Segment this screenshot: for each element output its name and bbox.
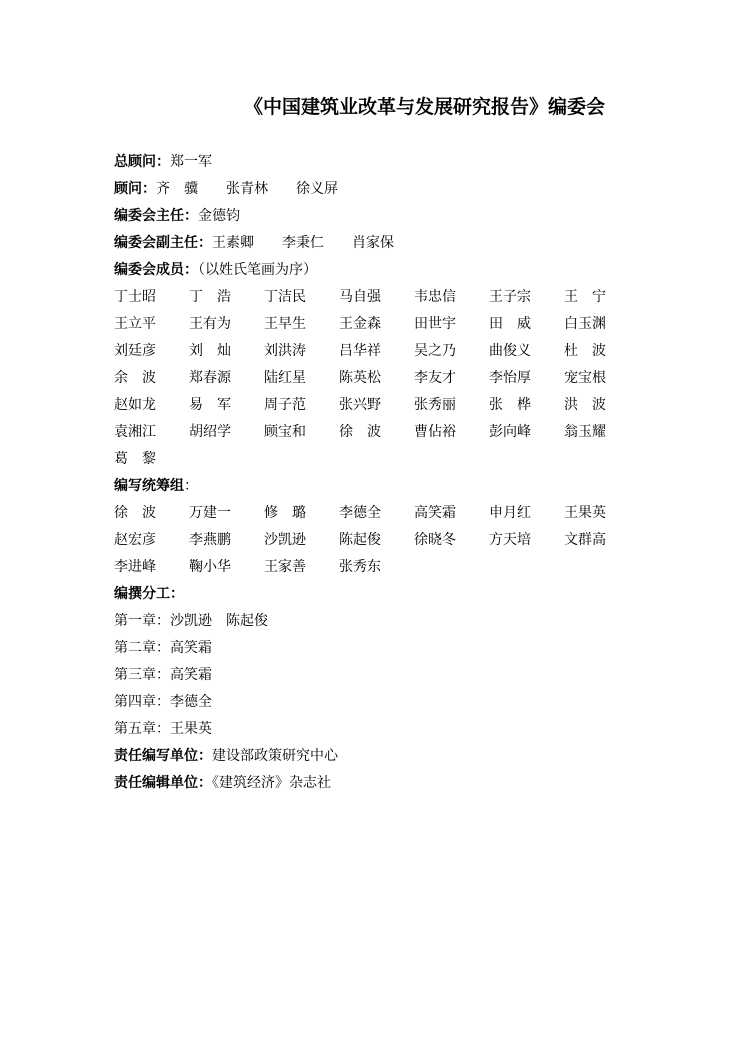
- responsible-writing-unit-line: [114, 743, 634, 770]
- member-name: 白玉渊: [564, 316, 606, 332]
- member-name: 吕华祥: [339, 343, 381, 359]
- member-name: 陈英松: [339, 370, 381, 386]
- members-row: [114, 419, 634, 446]
- member-name: 马自强: [339, 289, 381, 305]
- member-name: 彭向峰: [489, 424, 531, 440]
- writer-name: 陈起俊: [339, 532, 381, 548]
- member-name: 李友才: [414, 370, 456, 386]
- member-name: 田世宇: [414, 316, 456, 332]
- chapter-authors: 高笑霜: [170, 667, 212, 683]
- writer-name: 修 璐: [264, 505, 306, 521]
- division-heading: [114, 581, 634, 608]
- writer-name: 文群高: [564, 532, 606, 548]
- chapter-number: 第二章：: [114, 640, 170, 656]
- writer-name: 王果英: [564, 505, 606, 521]
- division-label: 编撰分工：: [114, 586, 184, 602]
- member-name: 杜 波: [564, 343, 606, 359]
- general-advisor-line: [114, 149, 634, 176]
- vice-chairs-label: 编委会副主任：: [114, 235, 212, 251]
- writing-group-row: [114, 527, 634, 554]
- member-name: 郑春源: [189, 370, 231, 386]
- member-name: 刘 灿: [189, 343, 231, 359]
- responsible-editing-unit-line: [114, 770, 634, 797]
- member-name: 周子范: [264, 397, 306, 413]
- chapter-authors: 高笑霜: [170, 640, 212, 656]
- writer-name: 李进峰: [114, 559, 156, 575]
- writer-name: 李德全: [339, 505, 381, 521]
- vice-chair-name: 肖家保: [352, 235, 394, 251]
- chapter-line: [114, 716, 634, 743]
- responsible-editing-unit-value: 《建筑经济》杂志社: [212, 775, 331, 791]
- general-advisor-name: 郑一军: [170, 154, 212, 170]
- member-name: 葛 黎: [114, 451, 156, 467]
- member-name: 王 宁: [564, 289, 606, 305]
- committee-list: [114, 149, 634, 797]
- chair-name: 金德钧: [198, 208, 240, 224]
- member-name: 易 军: [189, 397, 231, 413]
- member-name: 丁 浩: [189, 289, 231, 305]
- member-name: 张 桦: [489, 397, 531, 413]
- chapter-number: 第三章：: [114, 667, 170, 683]
- writer-name: 徐 波: [114, 505, 156, 521]
- writing-group-row: [114, 554, 634, 581]
- member-name: 张秀丽: [414, 397, 456, 413]
- writer-name: 申月红: [489, 505, 531, 521]
- advisor-name: 徐义屏: [296, 181, 338, 197]
- responsible-writing-unit-value: 建设部政策研究中心: [212, 748, 338, 764]
- members-row: [114, 284, 634, 311]
- writing-group-heading: [114, 473, 634, 500]
- responsible-writing-unit-label: 责任编写单位：: [114, 748, 212, 764]
- members-row: [114, 446, 634, 473]
- member-name: 余 波: [114, 370, 156, 386]
- members-grid: [114, 284, 634, 473]
- member-name: 胡绍学: [189, 424, 231, 440]
- member-name: 曹佔裕: [414, 424, 456, 440]
- writer-name: 方天培: [489, 532, 531, 548]
- chapter-authors: 沙凯逊 陈起俊: [170, 613, 268, 629]
- chapter-line: [114, 635, 634, 662]
- member-name: 顾宝和: [264, 424, 306, 440]
- chapter-line: [114, 662, 634, 689]
- member-name: 田 威: [489, 316, 531, 332]
- chapter-line: [114, 689, 634, 716]
- member-name: 王有为: [189, 316, 231, 332]
- member-name: 丁洁民: [264, 289, 306, 305]
- member-name: 刘廷彦: [114, 343, 156, 359]
- member-name: 丁士昭: [114, 289, 156, 305]
- writer-name: 高笑霜: [414, 505, 456, 521]
- advisor-name: 齐 骥: [156, 181, 198, 197]
- writer-name: 沙凯逊: [264, 532, 306, 548]
- writer-name: 赵宏彦: [114, 532, 156, 548]
- member-name: 李怡厚: [489, 370, 531, 386]
- member-name: 王立平: [114, 316, 156, 332]
- writing-group-row: [114, 500, 634, 527]
- member-name: 徐 波: [339, 424, 381, 440]
- members-note: （以姓氏笔画为序）: [198, 262, 317, 278]
- member-name: 袁湘江: [114, 424, 156, 440]
- writing-group-label: 编写统筹组: [114, 478, 184, 494]
- writer-name: 万建一: [189, 505, 231, 521]
- member-name: 洪 波: [564, 397, 606, 413]
- members-row: [114, 311, 634, 338]
- member-name: 韦忠信: [414, 289, 456, 305]
- member-name: 曲俊义: [489, 343, 531, 359]
- responsible-editing-unit-label: 责任编辑单位：: [114, 775, 212, 791]
- chapter-number: 第四章：: [114, 694, 170, 710]
- members-row: [114, 338, 634, 365]
- vice-chairs-line: [114, 230, 634, 257]
- document-title: 《中国建筑业改革与发展研究报告》编委会: [244, 96, 606, 118]
- member-name: 宠宝根: [564, 370, 606, 386]
- member-name: 刘洪涛: [264, 343, 306, 359]
- vice-chair-name: 王素卿: [212, 235, 254, 251]
- member-name: 陆红星: [264, 370, 306, 386]
- members-label: 编委会成员：: [114, 262, 198, 278]
- general-advisor-label: 总顾问：: [114, 154, 170, 170]
- chapter-number: 第五章：: [114, 721, 170, 737]
- members-row: [114, 365, 634, 392]
- members-heading: [114, 257, 634, 284]
- member-name: 吴之乃: [414, 343, 456, 359]
- advisors-line: [114, 176, 634, 203]
- writer-name: 鞠小华: [189, 559, 231, 575]
- writer-name: 张秀东: [339, 559, 381, 575]
- advisor-name: 张青林: [226, 181, 268, 197]
- member-name: 张兴野: [339, 397, 381, 413]
- writer-name: 李燕鹏: [189, 532, 231, 548]
- chapter-authors: 李德全: [170, 694, 212, 710]
- chapter-line: [114, 608, 634, 635]
- chapter-number: 第一章：: [114, 613, 170, 629]
- member-name: 翁玉耀: [564, 424, 606, 440]
- member-name: 王早生: [264, 316, 306, 332]
- members-row: [114, 392, 634, 419]
- chair-label: 编委会主任：: [114, 208, 198, 224]
- writer-name: 徐晓冬: [414, 532, 456, 548]
- member-name: 王金森: [339, 316, 381, 332]
- vice-chair-name: 李秉仁: [282, 235, 324, 251]
- chair-line: [114, 203, 634, 230]
- writing-group-colon: ：: [184, 478, 198, 494]
- advisors-label: 顾问：: [114, 181, 156, 197]
- writing-group-grid: [114, 500, 634, 581]
- writer-name: 王家善: [264, 559, 306, 575]
- member-name: 赵如龙: [114, 397, 156, 413]
- member-name: 王子宗: [489, 289, 531, 305]
- chapter-authors: 王果英: [170, 721, 212, 737]
